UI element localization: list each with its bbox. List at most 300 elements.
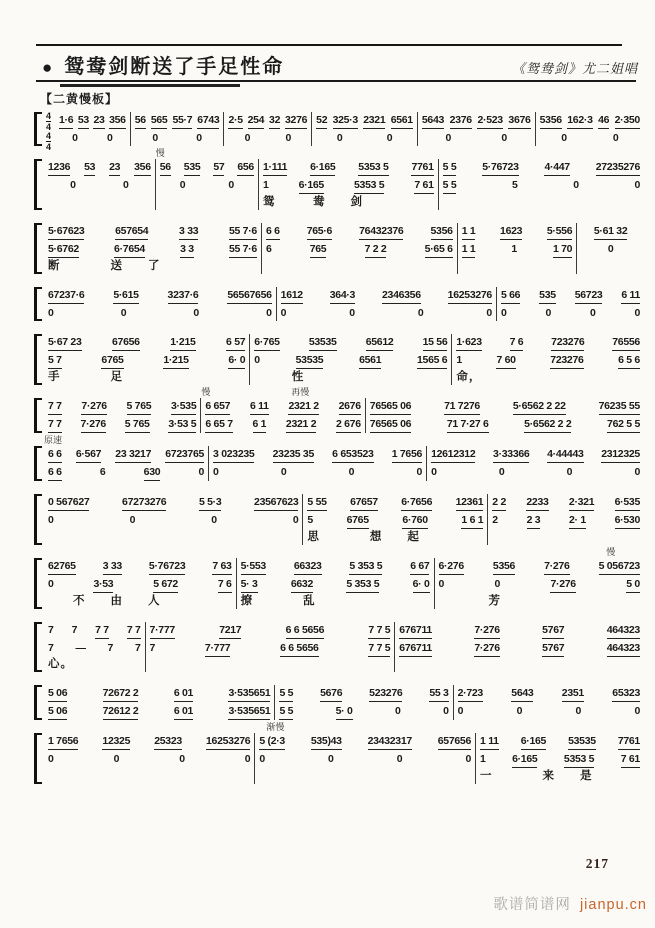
note-group: 0 bbox=[417, 307, 424, 319]
note-group: 6· 0 bbox=[413, 577, 430, 593]
tempo-annotation: 原速 bbox=[44, 435, 63, 445]
note-group: 6 6 bbox=[48, 447, 62, 463]
note-group: 0 bbox=[607, 243, 614, 255]
note-group: 7 6 bbox=[510, 335, 524, 351]
note-group: 7·276 bbox=[81, 417, 106, 433]
note-group: 0 bbox=[589, 307, 596, 319]
measure bbox=[237, 558, 435, 609]
note-group: 2346356 bbox=[382, 288, 421, 304]
measure bbox=[395, 622, 644, 672]
measures-row bbox=[44, 622, 644, 672]
notation-system bbox=[34, 685, 644, 720]
instrumental-line bbox=[150, 623, 391, 639]
instrumental-line bbox=[501, 288, 640, 304]
note-group: 3276 bbox=[285, 113, 307, 129]
note-group: 0 bbox=[107, 132, 113, 144]
notation-system bbox=[34, 435, 644, 481]
note-group: 2 bbox=[492, 514, 498, 526]
note-group: 6723765 bbox=[165, 447, 204, 463]
note-group: 0 bbox=[336, 132, 343, 144]
note-group: — bbox=[75, 642, 86, 654]
measure bbox=[44, 223, 262, 274]
measure bbox=[497, 287, 644, 321]
note-group: 52 bbox=[316, 113, 327, 129]
note-group: 0 bbox=[129, 514, 136, 526]
note-group: 0 bbox=[179, 753, 185, 765]
system-bracket bbox=[34, 287, 42, 321]
note-group: 6 6 5656 bbox=[280, 641, 318, 657]
note-group: 0 bbox=[244, 132, 251, 144]
instrumental-line bbox=[458, 686, 640, 702]
note-group: 5 353 5 bbox=[346, 577, 379, 593]
note-group: 71 7276 bbox=[444, 399, 480, 415]
note-group: 67656 bbox=[112, 335, 140, 351]
instrumental-line bbox=[48, 160, 151, 176]
mode-tag: 【二黄慢板】 bbox=[40, 92, 119, 106]
note-group: 5353 5 bbox=[564, 752, 594, 768]
note-group: 57 bbox=[213, 160, 224, 176]
note-group: 7 2 2 bbox=[365, 242, 387, 258]
note-group: 66323 bbox=[294, 559, 322, 575]
note-group: 5767 bbox=[542, 641, 564, 657]
note-group: 25323 bbox=[154, 734, 182, 750]
note-group: 5 353 5 bbox=[349, 559, 382, 575]
measure bbox=[458, 223, 578, 274]
note-group: 1623 bbox=[500, 224, 522, 240]
note-group: 2376 bbox=[450, 113, 472, 129]
instrumental-line bbox=[431, 447, 640, 463]
note-group: 5·556 bbox=[547, 224, 572, 240]
system-bracket bbox=[34, 334, 42, 385]
note-group: 5356 bbox=[493, 559, 515, 575]
lyric-line: 手 足 bbox=[48, 371, 123, 383]
note-group: 1 6 1 bbox=[461, 513, 483, 529]
note-group: 12325 bbox=[102, 734, 130, 750]
vocal-line bbox=[241, 577, 430, 593]
measure bbox=[44, 685, 275, 720]
note-group: 6 657 bbox=[205, 399, 230, 415]
note-group: 0 bbox=[386, 132, 393, 144]
note-group: 56723 bbox=[575, 288, 603, 304]
instrumental-line bbox=[228, 113, 307, 129]
note-group: 364·3 bbox=[330, 288, 355, 304]
note-group: 1·623 bbox=[456, 335, 481, 351]
note-group: 1 bbox=[511, 243, 517, 255]
note-group: 7·276 bbox=[81, 399, 106, 415]
note-group: 53535 bbox=[568, 734, 596, 750]
score-body bbox=[34, 112, 644, 797]
measure bbox=[277, 287, 497, 321]
note-group: 1 1 bbox=[462, 242, 476, 258]
note-group: 7 61 bbox=[414, 178, 433, 194]
note-group: 55 3 bbox=[429, 686, 448, 702]
note-group: 6632 bbox=[291, 577, 313, 593]
tempo-annotation: 渐慢 bbox=[266, 722, 285, 732]
note-group: 0 bbox=[566, 466, 573, 478]
note-group: 6 bbox=[99, 466, 106, 478]
note-group: 6743 bbox=[197, 113, 219, 129]
note-group: 7 bbox=[149, 642, 156, 654]
instrumental-line bbox=[48, 623, 141, 639]
note-group: 162·3 bbox=[567, 113, 592, 129]
note-group: 464323 bbox=[607, 641, 640, 657]
note-group: 5·76723 bbox=[482, 160, 518, 176]
note-group: 5 5·3 bbox=[199, 495, 221, 511]
note-group: 0 bbox=[213, 466, 219, 478]
note-group: 630 bbox=[144, 465, 161, 481]
note-group: 2321 2 bbox=[288, 399, 318, 415]
note-group: 0 bbox=[395, 705, 401, 717]
note-group: 32 bbox=[269, 113, 280, 129]
note-group: 723276 bbox=[550, 353, 583, 369]
notation-system bbox=[34, 722, 644, 784]
note-group: 3·535651 bbox=[228, 686, 270, 702]
note-group: 76432376 bbox=[359, 224, 403, 240]
note-group: 6 1 bbox=[253, 417, 267, 433]
note-group: 6 01 bbox=[174, 704, 193, 720]
notation-system bbox=[34, 287, 644, 321]
note-group: 67273276 bbox=[122, 495, 166, 511]
note-group: 7 7 5 bbox=[368, 641, 390, 657]
note-group: 0 bbox=[396, 753, 403, 765]
instrumental-line bbox=[48, 559, 232, 575]
note-group: 0 bbox=[445, 132, 452, 144]
note-group: 6· 0 bbox=[228, 353, 245, 369]
note-group: 7·276 bbox=[474, 623, 499, 639]
note-group: 0 bbox=[431, 466, 437, 478]
note-group: 0 bbox=[120, 307, 127, 319]
note-group: 6561 bbox=[359, 353, 381, 369]
note-group: 1236 bbox=[48, 160, 70, 176]
vocal-line bbox=[399, 641, 640, 657]
note-group: 7 60 bbox=[496, 353, 515, 369]
lyric-line: 撩 乱 bbox=[240, 595, 316, 607]
note-group: 4·447 bbox=[544, 160, 569, 176]
note-group: 7217 bbox=[219, 623, 241, 639]
note-group: 7 61 bbox=[621, 752, 640, 768]
note-group: 2312325 bbox=[601, 447, 640, 463]
note-group: 5 765 bbox=[125, 417, 150, 433]
note-group: 7 7 5 bbox=[368, 623, 390, 639]
note-group: 6 65 7 bbox=[205, 417, 232, 433]
system-bracket bbox=[34, 622, 42, 672]
note-group: 5 bbox=[307, 514, 313, 526]
note-group: 0 bbox=[612, 132, 619, 144]
instrumental-line bbox=[581, 224, 640, 240]
note-group: 0 bbox=[438, 578, 445, 590]
system-bracket bbox=[34, 685, 42, 720]
note-group: 0 bbox=[348, 466, 355, 478]
lyric-line: 思 想 起 bbox=[307, 531, 420, 543]
note-group: 15 56 bbox=[423, 335, 448, 351]
instrumental-line bbox=[399, 623, 640, 639]
measures-row bbox=[44, 547, 644, 609]
notation-system bbox=[34, 223, 644, 274]
vocal-line bbox=[370, 417, 640, 433]
note-group: 5767 bbox=[542, 623, 564, 639]
measure bbox=[454, 685, 644, 720]
note-group: 55 7·6 bbox=[229, 242, 257, 258]
notation-system bbox=[34, 111, 644, 152]
vocal-line bbox=[213, 465, 422, 480]
note-group: 765·6 bbox=[307, 224, 332, 240]
instrumental-line bbox=[281, 288, 492, 304]
vocal-line bbox=[48, 577, 232, 593]
measure bbox=[146, 622, 396, 672]
note-group: 5·6762 bbox=[48, 242, 79, 258]
note-group: 5353 5 bbox=[354, 178, 384, 194]
note-group: 23 bbox=[93, 113, 104, 129]
title-bullet-icon: ● bbox=[42, 58, 53, 77]
tempo-annotation: 再慢 bbox=[291, 387, 310, 397]
note-group: 6 01 bbox=[174, 686, 193, 702]
note-group: 3·33366 bbox=[493, 447, 529, 463]
note-group: 6·165 bbox=[521, 734, 546, 750]
note-group: 6·165 bbox=[299, 178, 324, 194]
vocal-line bbox=[59, 131, 126, 146]
instrumental-line bbox=[48, 495, 298, 511]
time-signature-denominator: 4 bbox=[46, 142, 52, 152]
vocal-line bbox=[492, 513, 640, 529]
note-group: 5676 bbox=[320, 686, 342, 702]
note-group: 6·276 bbox=[439, 559, 464, 575]
measure bbox=[476, 733, 644, 784]
note-group: 27235276 bbox=[596, 160, 640, 176]
note-group: 1 1 bbox=[462, 224, 476, 240]
note-group: 3·53 5 bbox=[168, 417, 196, 433]
note-group: 0 bbox=[634, 705, 641, 717]
note-group: 5 056723 bbox=[599, 559, 640, 575]
note-group: 56 bbox=[160, 160, 171, 176]
note-group: 0 bbox=[634, 466, 640, 478]
note-group: 67657 bbox=[350, 495, 378, 511]
note-group: 5·67623 bbox=[48, 224, 84, 240]
note-group: 7 7 bbox=[95, 623, 109, 639]
note-group: 5·61 32 bbox=[594, 224, 628, 240]
note-group: 72612 2 bbox=[103, 704, 139, 720]
note-group: 5356 bbox=[431, 224, 453, 240]
note-group: 7·777 bbox=[205, 641, 230, 657]
note-group: 6·567 bbox=[76, 447, 101, 463]
measure bbox=[209, 446, 427, 481]
vocal-line bbox=[228, 131, 307, 146]
instrumental-line bbox=[540, 113, 640, 129]
note-group: 0 bbox=[179, 179, 186, 191]
note-group: 65612 bbox=[366, 335, 394, 351]
note-group: 6 11 bbox=[250, 399, 269, 415]
vocal-line bbox=[431, 465, 640, 480]
note-group: 0 bbox=[416, 466, 423, 478]
note-group: 7·276 bbox=[544, 559, 569, 575]
lyric-line: 不 由 人 bbox=[48, 595, 161, 607]
note-group: 2·321 bbox=[569, 495, 594, 511]
measures-row bbox=[44, 494, 644, 545]
vocal-line bbox=[48, 417, 196, 433]
measures-row bbox=[44, 722, 644, 784]
note-group: 55·7 bbox=[172, 113, 192, 129]
measure bbox=[155, 148, 259, 210]
note-group: 5 765 bbox=[127, 399, 152, 415]
note-group: 7 7 bbox=[48, 417, 62, 433]
note-group: 1612 bbox=[281, 288, 303, 304]
tempo-annotation: 慢 bbox=[155, 148, 165, 158]
note-group: 7 6 bbox=[218, 577, 232, 593]
measure bbox=[312, 112, 418, 146]
note-group: 657654 bbox=[115, 224, 148, 240]
note-group: 2676 bbox=[339, 399, 361, 415]
note-group: 5 06 bbox=[48, 686, 67, 702]
note-group: 523276 bbox=[369, 686, 402, 702]
note-group: 12612312 bbox=[431, 447, 475, 463]
measures-row bbox=[44, 685, 644, 720]
vocal-line bbox=[48, 513, 298, 528]
note-group: 7 bbox=[107, 642, 114, 654]
note-group: 2·523 bbox=[477, 113, 502, 129]
measure bbox=[55, 112, 131, 146]
note-group: 0 bbox=[123, 179, 129, 191]
note-group: 1·215 bbox=[170, 335, 195, 351]
note-group: 53535 bbox=[296, 353, 324, 369]
note-group: 2321 2 bbox=[286, 417, 316, 433]
note-group: 0 bbox=[198, 466, 205, 478]
note-group: 5 5 bbox=[443, 178, 457, 194]
note-group: 6 5 6 bbox=[618, 353, 640, 369]
header-rule bbox=[36, 80, 636, 82]
note-group: 5 5 bbox=[279, 704, 293, 720]
measures-row bbox=[44, 334, 644, 385]
note-group: 6·535 bbox=[615, 495, 640, 511]
note-group: 0 bbox=[113, 753, 120, 765]
note-group: 0 bbox=[152, 132, 158, 144]
note-group: 535 bbox=[539, 288, 556, 304]
lyric-line: 芳 bbox=[438, 595, 501, 607]
note-group: 0 bbox=[443, 705, 449, 717]
lyric-line: 一 来 是 bbox=[480, 770, 593, 782]
note-group: 6 6 bbox=[266, 224, 280, 240]
note-group: 6 6 bbox=[48, 465, 62, 481]
measures-row bbox=[55, 112, 644, 146]
measure bbox=[255, 722, 476, 784]
note-group: 0 567627 bbox=[48, 495, 89, 511]
instrumental-line bbox=[462, 224, 573, 240]
vocal-line bbox=[48, 465, 204, 481]
note-group: 1 bbox=[480, 753, 486, 765]
note-group: 464323 bbox=[607, 623, 640, 639]
measure bbox=[44, 435, 209, 481]
note-group: 0 bbox=[254, 354, 260, 366]
note-group: 53 bbox=[78, 113, 89, 129]
note-group: 0 bbox=[465, 753, 471, 765]
instrumental-line bbox=[48, 335, 245, 351]
note-group: 56 bbox=[135, 113, 146, 129]
watermark-site: 歌谱简谱网 bbox=[493, 897, 571, 913]
instrumental-line bbox=[213, 447, 422, 463]
note-group: 46 bbox=[598, 113, 609, 129]
note-group: 16253276 bbox=[448, 288, 492, 304]
note-group: 0 bbox=[259, 753, 265, 765]
time-signature-denominator: 4 bbox=[46, 122, 52, 132]
note-group: 0 bbox=[48, 578, 54, 590]
note-group: 1 70 bbox=[553, 242, 572, 258]
note-group: 5·553 bbox=[241, 559, 266, 575]
note-group: 5 0 bbox=[626, 577, 640, 593]
vocal-line bbox=[439, 577, 641, 593]
note-group: 676711 bbox=[399, 623, 432, 639]
note-group: 7·276 bbox=[550, 577, 575, 593]
note-group: 325·3 bbox=[333, 113, 358, 129]
note-group: 0 bbox=[498, 466, 505, 478]
note-group: 5· 3 bbox=[241, 577, 258, 593]
note-group: 5 bbox=[512, 179, 518, 191]
note-group: 0 bbox=[48, 753, 54, 765]
note-group: 5·6562 2 22 bbox=[513, 399, 566, 415]
note-group: 5356 bbox=[540, 113, 562, 129]
vocal-line bbox=[254, 353, 447, 369]
system-bracket bbox=[34, 733, 42, 784]
note-group: 6561 bbox=[391, 113, 413, 129]
note-group: 762 5 5 bbox=[607, 417, 640, 433]
note-group: 0 bbox=[634, 307, 640, 319]
system-bracket bbox=[34, 494, 42, 545]
measures-row bbox=[44, 287, 644, 321]
time-signature-fraction bbox=[46, 112, 51, 132]
note-group: 6 57 bbox=[226, 335, 245, 351]
notation-system bbox=[34, 494, 644, 545]
vocal-line bbox=[48, 242, 257, 258]
time-signature-numerator: 4 bbox=[46, 131, 52, 141]
note-group: 5 55 bbox=[307, 495, 326, 511]
measure bbox=[418, 112, 536, 146]
note-group: 67237·6 bbox=[48, 288, 84, 304]
note-group: 3237·6 bbox=[168, 288, 199, 304]
time-signature bbox=[46, 111, 52, 152]
measure bbox=[44, 287, 277, 321]
note-group: 3 3 bbox=[180, 242, 194, 258]
note-group: 6 653523 bbox=[332, 447, 373, 463]
vocal-line bbox=[205, 417, 360, 433]
vocal-line bbox=[307, 513, 483, 529]
note-group: 0 bbox=[285, 132, 292, 144]
note-group: 5 06 bbox=[48, 704, 67, 720]
note-group: 5·65 6 bbox=[425, 242, 453, 258]
note-group: 6·165 bbox=[512, 752, 537, 768]
instrumental-line bbox=[492, 495, 640, 511]
measure bbox=[536, 112, 644, 146]
note-group: 3676 bbox=[508, 113, 530, 129]
notation-system bbox=[34, 334, 644, 385]
vocal-line bbox=[160, 178, 254, 193]
note-group: 5 7 bbox=[48, 353, 62, 369]
note-group: 2· 1 bbox=[569, 513, 586, 529]
vocal-line bbox=[316, 131, 413, 146]
note-group: 356 bbox=[134, 160, 151, 176]
note-group: 53 bbox=[84, 160, 95, 176]
measure bbox=[44, 558, 237, 609]
instrumental-line bbox=[480, 734, 640, 750]
note-group: 0 bbox=[457, 705, 464, 717]
instrumental-line bbox=[135, 113, 220, 129]
measure bbox=[224, 112, 312, 146]
vocal-line bbox=[462, 242, 573, 258]
note-group: 23567623 bbox=[254, 495, 298, 511]
page-title: 鸳鸯剑断送了手足性命 bbox=[64, 56, 285, 78]
note-group: 7·276 bbox=[474, 641, 499, 657]
note-group: 23432317 bbox=[368, 734, 412, 750]
lyric-line: 心。 bbox=[48, 658, 73, 670]
instrumental-line bbox=[48, 288, 272, 304]
note-group: 55 7·6 bbox=[229, 224, 257, 240]
note-group: 0 bbox=[573, 179, 579, 191]
